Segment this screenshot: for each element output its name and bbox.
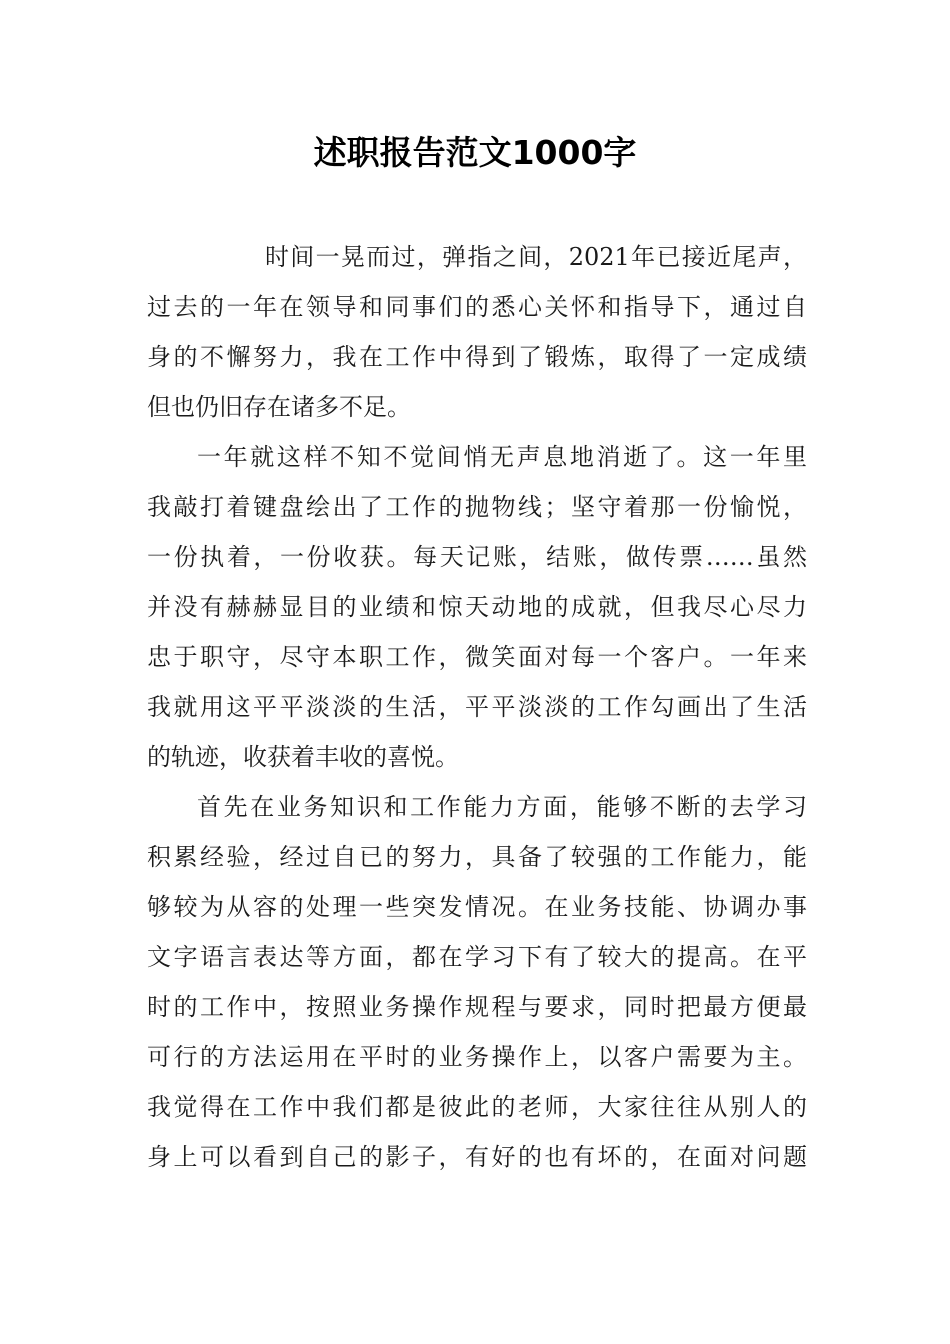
text-line: 我觉得在工作中我们都是彼此的老师，大家往往从别人的 — [147, 1093, 807, 1121]
paragraph — [147, 432, 807, 782]
text-line: 首先在业务知识和工作能力方面，能够不断的去学习 — [197, 793, 807, 821]
text-line: 文字语言表达等方面，都在学习下有了较大的提高。在平 — [147, 943, 807, 971]
text-line: 时的工作中，按照业务操作规程与要求，同时把最方便最 — [147, 993, 807, 1021]
text-line: 身的不懈努力，我在工作中得到了锻炼，取得了一定成绩 — [147, 343, 807, 371]
text-line: 可行的方法运用在平时的业务操作上，以客户需要为主。 — [147, 1043, 807, 1071]
paragraph — [147, 232, 807, 432]
text-line: 并没有赫赫显目的业绩和惊天动地的成就，但我尽心尽力 — [147, 593, 807, 621]
text-line: 忠于职守，尽守本职工作，微笑面对每一个客户。一年来 — [147, 643, 807, 671]
document-body — [147, 232, 807, 1182]
text-line: 我敲打着键盘绘出了工作的抛物线；坚守着那一份愉悦， — [147, 493, 807, 521]
text-line: 过去的一年在领导和同事们的悉心关怀和指导下，通过自 — [147, 293, 807, 321]
text-line: 但也仍旧存在诸多不足。 — [147, 393, 411, 421]
text-line: 积累经验，经过自已的努力，具备了较强的工作能力，能 — [147, 843, 807, 871]
paragraph — [147, 782, 807, 1182]
text-line: 时间一晃而过，弹指之间，2021年已接近尾声， — [265, 243, 807, 271]
text-line: 身上可以看到自己的影子，有好的也有坏的，在面对问题 — [147, 1143, 807, 1171]
text-line: 一年就这样不知不觉间悄无声息地消逝了。这一年里 — [197, 443, 807, 471]
text-line: 我就用这平平淡淡的生活，平平淡淡的工作勾画出了生活 — [147, 693, 807, 721]
text-line: 的轨迹，收获着丰收的喜悦。 — [147, 743, 459, 771]
text-line: 一份执着，一份收获。每天记账，结账，做传票……虽然 — [147, 543, 807, 571]
document-title: 述职报告范文1000字 — [313, 133, 637, 172]
text-line: 够较为从容的处理一些突发情况。在业务技能、协调办事 — [147, 893, 807, 921]
